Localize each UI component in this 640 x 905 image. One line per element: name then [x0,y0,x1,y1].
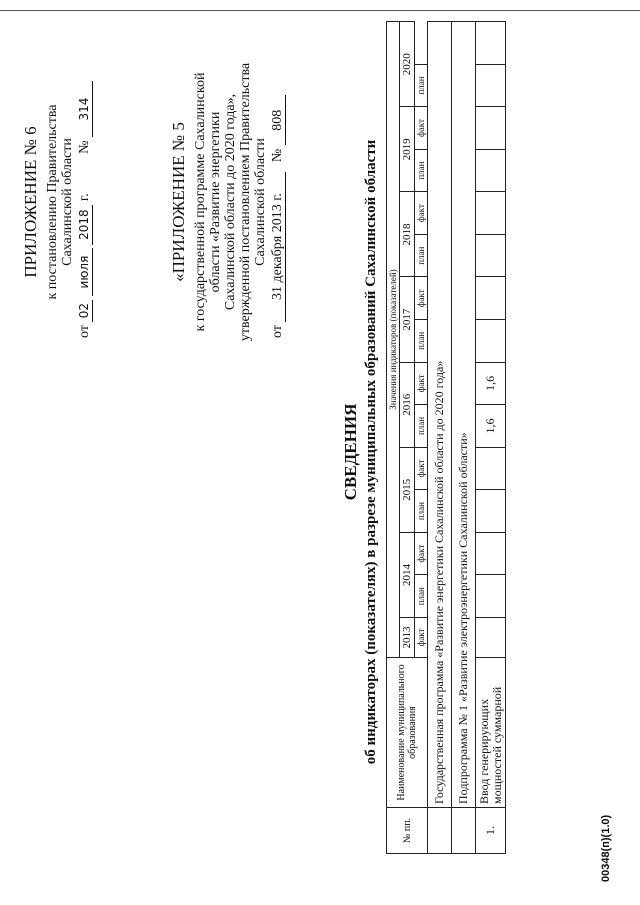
header-2020-plan: план [415,64,428,107]
appendix-5-line-1: к государственной программе Сахалинской [193,72,208,332]
top-scan-rule [0,10,640,11]
appendix-5-title: «ПРИЛОЖЕНИЕ № 5 [169,122,188,282]
header-year-2015: 2015 [400,447,415,532]
ref-month: июля [77,248,93,296]
row-name-cell: Ввод генерирующих мощностей суммарной [476,658,506,808]
ref-year-suffix: г. [77,193,92,202]
cell-2015-plan [476,490,506,533]
cell-2015-fact [476,447,506,490]
header-year-2017: 2017 [400,277,415,362]
row-number-cell: 1. [476,808,506,854]
cell-2017-fact [476,277,506,320]
appendix-5-line-2: области «Развитие энергетики [208,111,223,293]
header-year-2013: 2013 [400,618,415,658]
header-2014-fact: факт [415,532,428,575]
ref5-number: 808 [270,95,286,145]
appendix-6-header [20,22,93,382]
cell-2020-extra [476,22,506,65]
cell-2014-fact [476,532,506,575]
header-2018-plan: план [415,234,428,277]
table-row [476,22,506,854]
cell-2018-plan [476,234,506,277]
ref-prefix: от [77,325,92,338]
document-subtitle: об индикаторах (показателях) в разрезе муниципальных образований Сахалинской области [363,139,379,765]
cell-2017-plan [476,320,506,363]
table-header-row-1 [387,22,400,854]
appendix-5-reference [270,22,286,382]
ref-number: 314 [77,81,93,137]
ref5-date: 31 декабря 2013 г. [270,172,286,322]
table-row-subprogram [452,22,476,854]
header-2018-fact: факт [415,192,428,235]
program-name-cell: Государственная программа «Развитие энергетики Сахалинской области до 2020 года» [428,22,452,808]
header-2017-fact: факт [415,277,428,320]
header-year-2018: 2018 [400,192,415,277]
header-indicator-values: Значения индикаторов (показателей) [387,22,400,658]
header-year-2014: 2014 [400,532,415,617]
header-year-2019: 2019 [400,107,415,192]
header-2016-plan: план [415,405,428,448]
header-2015-fact: факт [415,447,428,490]
header-year-2020: 2020 [400,22,415,107]
header-2013-fact: факт [415,618,428,658]
ref5-number-label: № [270,148,285,163]
header-2015-plan: план [415,490,428,533]
header-municipality: Наименование муниципального образования [387,658,428,808]
program-number-cell [428,808,452,854]
appendix-6-line-1: к постановлению Правительства [45,104,60,300]
document-code: 00348(п)(1.0) [600,814,612,882]
ref-number-label: № [77,140,92,154]
ref5-prefix: от [270,325,285,338]
appendix-5-line-4: утвержденной постановлением Правительства [238,62,253,342]
header-number: № пп. [387,808,428,854]
header-2014-plan: план [415,575,428,618]
subprogram-name-cell: Подпрограмма № 1 «Развитие электроэнергетики Сахалинской области» [452,22,476,808]
appendix-6-title: ПРИЛОЖЕНИЕ № 6 [21,126,40,278]
subprogram-number-cell [452,808,476,854]
appendix-5-line-5: Сахалинской области [253,138,268,266]
header-2016-fact: факт [415,362,428,405]
cell-2014-plan [476,575,506,618]
cell-2019-fact [476,107,506,150]
appendix-5-header [168,22,286,382]
cell-2020-plan [476,64,506,107]
cell-2013-fact [476,618,506,658]
appendix-6-reference [77,22,93,382]
header-year-2016: 2016 [400,362,415,447]
ref-year: 2018 [77,205,93,245]
cell-2016-plan: 1,6 [476,405,506,448]
document-title [340,22,381,882]
cell-2016-fact: 1,6 [476,362,506,405]
appendix-5-line-3: Сахалинской области до 2020 года», [223,93,238,311]
appendix-6-line-2: Сахалинской области [60,138,75,266]
indicators-table [386,21,506,854]
cell-2019-plan [476,149,506,192]
document-title-main: СВЕДЕНИЯ [341,403,360,501]
header-2019-fact: факт [415,107,428,150]
ref-day: 02 [77,300,93,322]
rotated-page [20,22,620,882]
header-2019-plan: план [415,149,428,192]
header-2017-plan: план [415,320,428,363]
cell-2018-fact [476,192,506,235]
table-row-program [428,22,452,854]
